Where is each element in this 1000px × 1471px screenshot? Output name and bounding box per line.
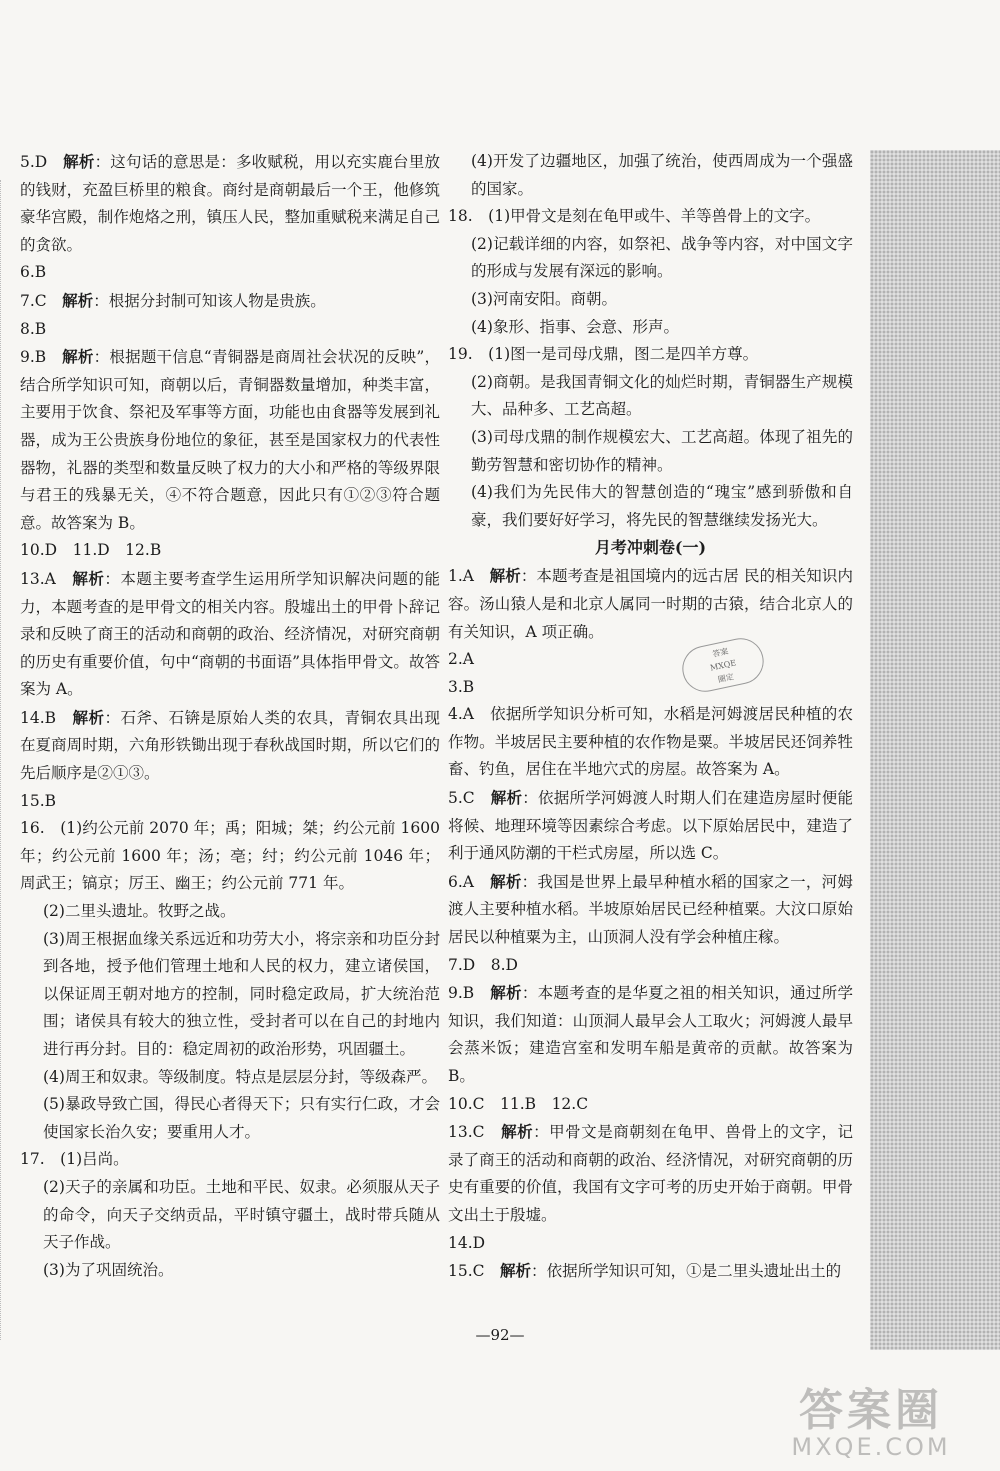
answer-item (448, 1091, 853, 1119)
question-number: 9.B (20, 348, 47, 367)
answer-item (20, 1174, 440, 1257)
answer-item: 1.A 解析：本题考查是祖国境内的远古居 民的相关知识内容。汤山猿人是和北京人属同一时期的古猿，结合北京人的有关知识，A 项正确。 (448, 566, 853, 641)
analysis-label: 解析 (63, 152, 95, 171)
question-number: 2.A (448, 650, 474, 669)
page-number: —92— (475, 1326, 525, 1344)
answer-item: 14.B 解析：石斧、石锛是原始人类的农具，青铜农具出现在夏商周时期，六角形铁锄出现于春秋战国时期，所以它们的先后顺序是②①③。 (20, 707, 440, 783)
question-number: 18. (448, 207, 473, 226)
answer-item (448, 148, 853, 203)
answer-text: 依据所学河姆渡人时期人们在建造房屋时便能将候、地理环境等因素综合考虑。以下原始居民中，建造了利于通风防潮的干栏式房屋，所以选 C。 (448, 789, 853, 863)
answer-text: (1)甲骨文是刻在龟甲或牛、羊等兽骨上的文字。 (488, 207, 821, 226)
question-number: 7.D (448, 955, 476, 974)
question-number: 1.A (448, 567, 474, 586)
answer-text: (2)二里头遗址。牧野之战。 (43, 902, 236, 921)
answer-text: 依据所学知识可知，①是二里头遗址出土的 (546, 1262, 842, 1281)
question-number: 13.C (448, 1123, 485, 1142)
analysis-label: 解析 (490, 788, 523, 808)
answer-text: (3)司母戊鼎的制作规模宏大、工艺高超。体现了祖先的勤劳智慧和密切协作的精神。 (471, 427, 853, 474)
question-number: 4.A (448, 705, 474, 724)
question-number: 7.C (20, 291, 47, 310)
answer-item (20, 815, 440, 898)
analysis-label: 解析 (490, 983, 522, 1003)
question-number: 19. (448, 345, 473, 364)
answer-item (20, 926, 440, 1064)
answer-text: 根据分封制可知该人物是贵族。 (108, 291, 326, 310)
answer-item (20, 898, 440, 926)
answer-item (448, 646, 853, 674)
analysis-label: 解析 (62, 290, 94, 310)
analysis-label: 解析 (62, 347, 94, 367)
question-number: 5.C (448, 789, 475, 808)
question-number: 14.B (20, 708, 57, 727)
question-number: 13.A (20, 569, 56, 588)
question-number: 6.B (20, 263, 47, 282)
answer-text: (2)商朝。是我国青铜文化的灿烂时期，青铜器生产规模大、品种多、工艺高超。 (471, 372, 853, 419)
answer-item (448, 203, 853, 231)
answer-item: 5.C 解析：依据所学河姆渡人时期人们在建造房屋时便能将候、地理环境等因素综合考虑。以下原始居民中，建造了利于通风防潮的干栏式房屋，所以选 C。 (448, 788, 853, 863)
answer-text: 本题主要考查学生运用所学知识解决问题的能力，本题考查的是甲骨文的相关内容。殷墟出土的甲骨卜辞记录和反映了商王的活动和商朝的政治、经济情况，对研究商朝的历史有重要价值，句中“商朝的书面语”具体指甲骨文。故答案为 A。 (20, 569, 440, 699)
answer-item (448, 952, 853, 980)
question-number: 15.B (20, 791, 57, 810)
question-number: 10.C (448, 1094, 485, 1113)
binding-crease (0, 180, 7, 1340)
answer-item (448, 674, 853, 702)
answer-item (448, 314, 853, 342)
analysis-label: 解析 (489, 566, 521, 586)
answer-item (20, 1146, 440, 1174)
answer-item: 13.C 解析：甲骨文是商朝刻在龟甲、兽骨上的文字，记录了商王的活动和商朝的政治、经济情况，对研究商朝的历史有重要的价值，我国有文字可考的历史开始于商朝。甲骨文出土于殷墟。 (448, 1122, 853, 1224)
watermark-logo-text: 答案圈 (799, 1385, 943, 1436)
answer-text: (1)图一是司母戊鼎，图二是四羊方尊。 (488, 345, 759, 364)
question-number: 9.B (448, 984, 475, 1003)
answer-text: 我国是世界上最早种植水稻的国家之一，河姆渡人主要种植水稻。半坡原始居民已经种植粟。大汶口原始居民以种植粟为主，山顶洞人没有学会种植庄稼。 (448, 872, 853, 947)
question-number: 16. (20, 819, 45, 838)
answer-text: 甲骨文是商朝刻在龟甲、兽骨上的文字，记录了商王的活动和商朝的政治、经济情况，对研究商朝的历史有重要的价值，我国有文字可考的历史开始于商朝。甲骨文出土于殷墟。 (448, 1123, 853, 1224)
stamp-line-3: 圈定 (717, 672, 735, 685)
answer-item (20, 1064, 440, 1092)
watermark (760, 1385, 982, 1466)
answer-item (448, 479, 853, 534)
answer-text: 11.D 12.B (72, 541, 162, 560)
analysis-label: 解析 (500, 1261, 532, 1281)
answer-item: 9.B 解析：根据题干信息“青铜器是商周社会状况的反映”，结合所学知识可知，商朝以后，青铜器数量增加，种类丰富，主要用于饮食、祭祀及军事等方面，功能也由食器等发展到礼器，成为王公贵族身份地位的象征，甚至是国家权力的代表性器物，礼器的类型和数量反映了权力的大小和严格的等级界限与君王的残暴无关，④不符合题意，因此只有①②③符合题意。故答案为 B。 (20, 347, 440, 532)
analysis-label: 解析 (72, 568, 105, 588)
answer-item (448, 369, 853, 424)
answer-item (20, 537, 440, 565)
left-column (20, 148, 440, 1284)
answer-item (20, 259, 440, 287)
answer-text: (2)记载详细的内容，如祭祀、战争等内容，对中国文字的形成与发展有深远的影响。 (471, 234, 853, 281)
answer-item: 5.D 解析：这句话的意思是：多收赋税，用以充实鹿台里放的钱财，充盈巨桥里的粮食。商纣是商朝最后一个王，他修筑豪华宫殿，制作炮烙之刑，镇压人民，整加重赋税来满足自己的贪欲。 (20, 152, 440, 254)
answer-text: (2)天子的亲属和功臣。土地和平民、奴隶。必须服从天子的命令，向天子交纳贡品，平时镇守疆土，战时带兵随从天子作战。 (43, 1177, 440, 1252)
watermark-url: MXQE.COM (791, 1433, 951, 1461)
question-number: 14.D (448, 1233, 486, 1252)
answer-text: (3)周王根据血缘关系远近和功劳大小，将宗亲和功臣分封到各地，授予他们管理土地和人民的权力，建立诸侯国，以保证周王朝对地方的控制，同时稳定政局，扩大统治范围；诸侯具有较大的独立性，受封者可以在自己的封地内进行再分封。目的：稳定周初的政治形势，巩固疆土。 (43, 929, 440, 1058)
stamp-line-1: 答案 (711, 646, 730, 659)
analysis-label: 解析 (501, 1122, 534, 1142)
answer-item (448, 231, 853, 286)
answer-item (20, 788, 440, 816)
question-number: 5.D (20, 153, 48, 171)
answer-text: (3)为了巩固统治。 (43, 1260, 174, 1279)
answer-item (448, 341, 853, 369)
answer-item (448, 424, 853, 479)
section-title: 月考冲刺卷(一) (594, 538, 707, 558)
answer-text: (3)河南安阳。商朝。 (471, 289, 617, 308)
answer-item (20, 1091, 440, 1146)
answer-text: (4)象形、指事、会意、形声。 (471, 317, 679, 336)
answer-text: (1)吕尚。 (60, 1150, 129, 1169)
answer-item (448, 286, 853, 314)
question-number: 6.A (448, 872, 474, 891)
answer-text: (4)开发了边疆地区，加强了统治，使西周成为一个强盛的国家。 (471, 152, 853, 198)
answer-item: 15.C 解析：依据所学知识可知，①是二里头遗址出土的 (448, 1261, 842, 1281)
stamp-line-2: MXQE (709, 658, 737, 673)
answer-text: (4)周王和奴隶。等级制度。特点是层层分封，等级森严。 (43, 1067, 437, 1086)
answer-item: 13.A 解析：本题主要考查学生运用所学知识解决问题的能力，本题考查的是甲骨文的相关内容。殷墟出土的甲骨卜辞记录和反映了商王的活动和商朝的政治、经济情况，对研究商朝的历史有重要价值，句中“商朝的书面语”具体指甲骨文。故答案为 A。 (20, 568, 440, 699)
answer-text: 石斧、石锛是原始人类的农具，青铜农具出现在夏商周时期，六角形铁锄出现于春秋战国时期，所以它们的先后顺序是②①③。 (20, 708, 440, 783)
question-number: 10.D (20, 541, 58, 560)
halftone-margin-strip (870, 150, 1000, 1350)
analysis-label: 解析 (490, 871, 522, 891)
answer-text: (1)约公元前 2070 年；禹；阳城；桀；约公元前 1600 年；约公元前 1600 年；汤；亳；纣；约公元前 1046 年；周武王；镐京；厉王、幽王；约公元前 771 年。 (20, 819, 440, 893)
answer-item (448, 701, 853, 784)
answer-text: 根据题干信息“青铜器是商周社会状况的反映”，结合所学知识可知，商朝以后，青铜器数量增加，种类丰富，主要用于饮食、祭祀及军事等方面，功能也由食器等发展到礼器，成为王公贵族身份地位的象征，甚至是国家权力的代表性器物，礼器的类型和数量反映了权力的大小和严格的等级界限与君王的残暴无关，④不符合题意，因此只有①②③符合题意。故答案为 B。 (20, 348, 440, 532)
right-column (448, 148, 853, 1286)
answer-item: 6.A 解析：我国是世界上最早种植水稻的国家之一，河姆渡人主要种植水稻。半坡原始居民已经种植粟。大汶口原始居民以种植粟为主，山顶洞人没有学会种植庄稼。 (448, 871, 853, 947)
answer-text: 这句话的意思是：多收赋税，用以充实鹿台里放的钱财，充盈巨桥里的粮食。商纣是商朝最后一个王，他修筑豪华宫殿，制作炮烙之刑，镇压人民，整加重赋税来满足自己的贪欲。 (20, 153, 440, 254)
answer-text: (4)我们为先民伟大的智慧创造的“瑰宝”感到骄傲和自豪，我们要好好学习，将先民的智慧继续发扬光大。 (471, 483, 853, 529)
answer-text: (5)暴政导致亡国，得民心者得天下；只有实行仁政，才会使国家长治久安；要重用人才。 (43, 1095, 440, 1141)
answer-text: 本题考查是祖国境内的远古居 民的相关知识内容。汤山猿人是和北京人属同一时期的古猿，结合北京人的有关知识，A 项正确。 (448, 567, 853, 641)
question-number: 8.B (20, 319, 47, 338)
answer-text: 8.D (490, 955, 518, 974)
answer-text: 依据所学知识分析可知，水稻是河姆渡居民种植的农作物。半坡居民主要种植的农作物是粟。半坡居民还饲养牲畜、钓鱼，居住在半地穴式的房屋。故答案为 A。 (448, 705, 853, 779)
answer-text: 本题考查的是华夏之祖的相关知识，通过所学知识，我们知道：山顶洞人最早会人工取火；河姆渡人最早会蒸米饭；建造宫室和发明车船是黄帝的贡献。故答案为 B。 (448, 984, 853, 1085)
answer-item (20, 1257, 440, 1285)
answer-item (20, 316, 440, 344)
answer-text: 11.B 12.C (500, 1094, 589, 1113)
question-number: 3.B (448, 677, 475, 696)
answer-item: 7.C 解析：根据分封制可知该人物是贵族。 (20, 290, 326, 310)
question-number: 15.C (448, 1262, 485, 1281)
answer-item (448, 1230, 853, 1258)
analysis-label: 解析 (72, 707, 105, 727)
answer-item: 9.B 解析：本题考查的是华夏之祖的相关知识，通过所学知识，我们知道：山顶洞人最早会人工取火；河姆渡人最早会蒸米饭；建造宫室和发明车船是黄帝的贡献。故答案为 B。 (448, 983, 853, 1085)
question-number: 17. (20, 1150, 45, 1169)
